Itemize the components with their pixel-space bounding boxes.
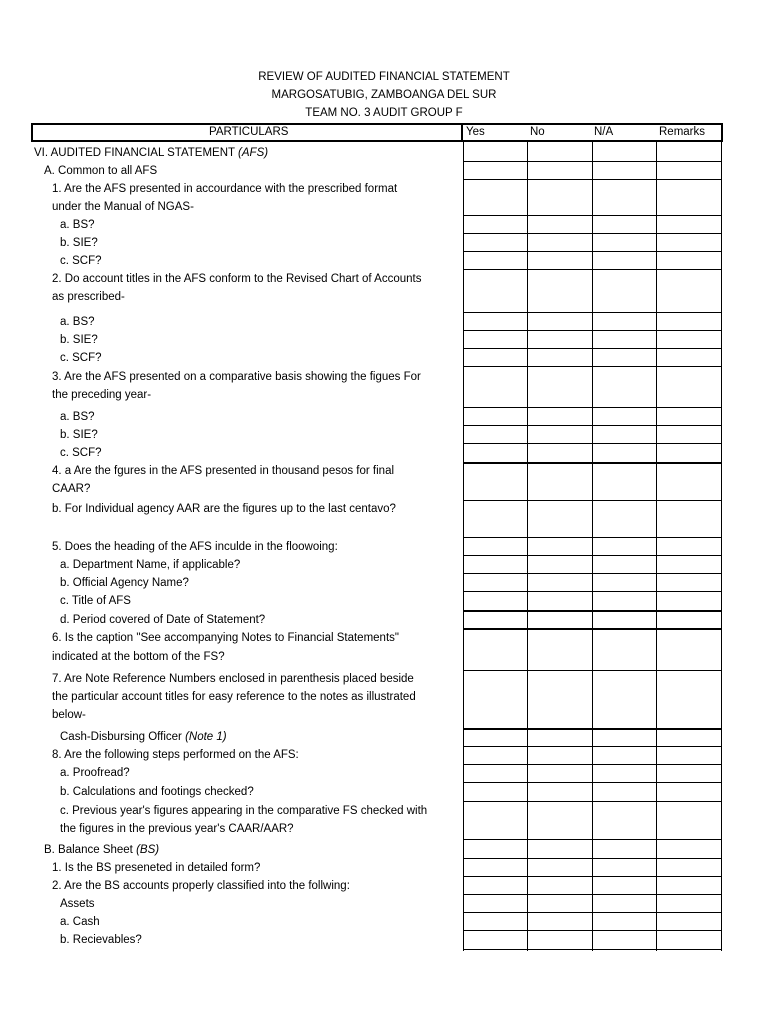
column-no: No	[530, 126, 545, 138]
particular-line: 4. a Are the fgures in the AFS presented in thousand pesos for final	[52, 465, 395, 477]
column-remarks: Remarks	[659, 126, 706, 138]
grid-left-border	[463, 142, 464, 951]
particular-line: 8. Are the following steps performed on the AFS:	[52, 749, 299, 761]
column-particulars: PARTICULARS	[209, 126, 289, 138]
answer-row-rule	[463, 764, 722, 765]
particular-line: below-	[52, 709, 86, 721]
grid-yes-no-divider	[527, 142, 528, 951]
grid-na-remarks-divider	[656, 142, 657, 951]
particular-line: the particular account titles for easy reference to the notes as illustrated	[52, 691, 416, 703]
answer-row-rule	[463, 839, 722, 840]
column-na: N/A	[594, 126, 614, 138]
particular-line: Assets	[60, 898, 95, 910]
particular-line: a. Proofread?	[60, 767, 130, 779]
particular-line: b. SIE?	[60, 429, 98, 441]
answer-row-rule	[463, 407, 722, 408]
particular-line: a. Cash	[60, 916, 100, 928]
particular-line: c. Title of AFS	[60, 595, 131, 607]
answer-row-rule	[463, 858, 722, 859]
particular-line: a. BS?	[60, 411, 95, 423]
answer-row-rule	[463, 670, 722, 671]
answer-row-rule	[463, 251, 722, 252]
answer-row-rule	[463, 876, 722, 877]
answer-row-rule	[463, 462, 722, 464]
answer-row-rule	[463, 801, 722, 802]
particular-line: c. SCF?	[60, 255, 102, 267]
header-divider	[461, 123, 463, 142]
particular-line: 1. Is the BS preseneted in detailed form?	[52, 862, 261, 874]
answer-row-rule	[463, 215, 722, 216]
particular-line: b. Recievables?	[60, 934, 142, 946]
answer-row-rule	[463, 537, 722, 538]
particular-line: 2. Do account titles in the AFS conform to the Revised Chart of Accounts	[52, 273, 422, 285]
answer-row-rule	[463, 443, 722, 444]
particular-line: B. Balance Sheet (BS)	[44, 844, 160, 856]
answer-row-rule	[463, 573, 722, 574]
answer-row-rule	[463, 269, 722, 270]
particular-line: 7. Are Note Reference Numbers enclosed in parenthesis placed beside	[52, 673, 414, 685]
answer-row-rule	[463, 894, 722, 895]
particular-line: d. Period covered of Date of Statement?	[60, 614, 266, 626]
report-team: TEAM NO. 3 AUDIT GROUP F	[305, 107, 463, 119]
answer-row-rule	[463, 610, 722, 612]
answer-row-rule	[463, 330, 722, 331]
table-header	[31, 123, 723, 142]
particular-line: c. SCF?	[60, 352, 102, 364]
answer-row-rule	[463, 782, 722, 783]
particular-line: b. Calculations and footings checked?	[60, 786, 254, 798]
answer-row-rule	[463, 555, 722, 556]
particular-line: c. SCF?	[60, 447, 102, 459]
particular-line: b. SIE?	[60, 237, 98, 249]
particular-line: b. Official Agency Name?	[60, 577, 189, 589]
grid-right-border	[721, 142, 722, 951]
answer-row-rule	[463, 161, 722, 162]
particular-line: 2. Are the BS accounts properly classified into the follwing:	[52, 880, 350, 892]
answer-row-rule	[463, 746, 722, 747]
answer-row-rule	[463, 366, 722, 367]
particular-line: A. Common to all AFS	[44, 165, 158, 177]
particular-line: a. BS?	[60, 316, 95, 328]
answer-row-rule	[463, 233, 722, 234]
answer-row-rule	[463, 312, 722, 313]
particular-line: 1. Are the AFS presented in accourdance with the prescribed format	[52, 183, 398, 195]
answer-row-rule	[463, 949, 722, 950]
answer-row-rule	[463, 930, 722, 931]
particular-line: 5. Does the heading of the AFS inculde in the floowoing:	[52, 541, 338, 553]
particular-line: 3. Are the AFS presented on a comparative basis showing the figues For	[52, 371, 421, 383]
particular-line: VI. AUDITED FINANCIAL STATEMENT (AFS)	[34, 147, 269, 159]
particular-line: as prescribed-	[52, 291, 125, 303]
particular-line: the preceding year-	[52, 389, 152, 401]
report-location: MARGOSATUBIG, ZAMBOANGA DEL SUR	[271, 89, 497, 101]
particular-line: a. Department Name, if applicable?	[60, 559, 241, 571]
particular-line: CAAR?	[52, 483, 91, 495]
answer-row-rule	[463, 348, 722, 349]
answer-row-rule	[463, 628, 722, 630]
particular-line: Cash-Disbursing Officer (Note 1)	[60, 731, 227, 743]
answer-row-rule	[463, 179, 722, 180]
grid-no-na-divider	[592, 142, 593, 951]
answer-row-rule	[463, 425, 722, 426]
answer-row-rule	[463, 591, 722, 592]
particular-line: b. For Individual agency AAR are the figures up to the last centavo?	[52, 503, 396, 515]
particular-line: 6. Is the caption "See accompanying Notes to Financial Statements"	[52, 632, 399, 644]
particular-line: indicated at the bottom of the FS?	[52, 651, 225, 663]
particular-line: b. SIE?	[60, 334, 98, 346]
answer-row-rule	[463, 500, 722, 501]
report-title: REVIEW OF AUDITED FINANCIAL STATEMENT	[258, 71, 510, 83]
particular-line: under the Manual of NGAS-	[52, 201, 194, 213]
particular-line: c. Previous year's figures appearing in the comparative FS checked with	[60, 805, 428, 817]
column-yes: Yes	[466, 126, 485, 138]
answer-row-rule	[463, 912, 722, 913]
answer-row-rule	[463, 728, 722, 730]
particular-line: the figures in the previous year's CAAR/AAR?	[60, 823, 294, 835]
particular-line: a. BS?	[60, 219, 95, 231]
